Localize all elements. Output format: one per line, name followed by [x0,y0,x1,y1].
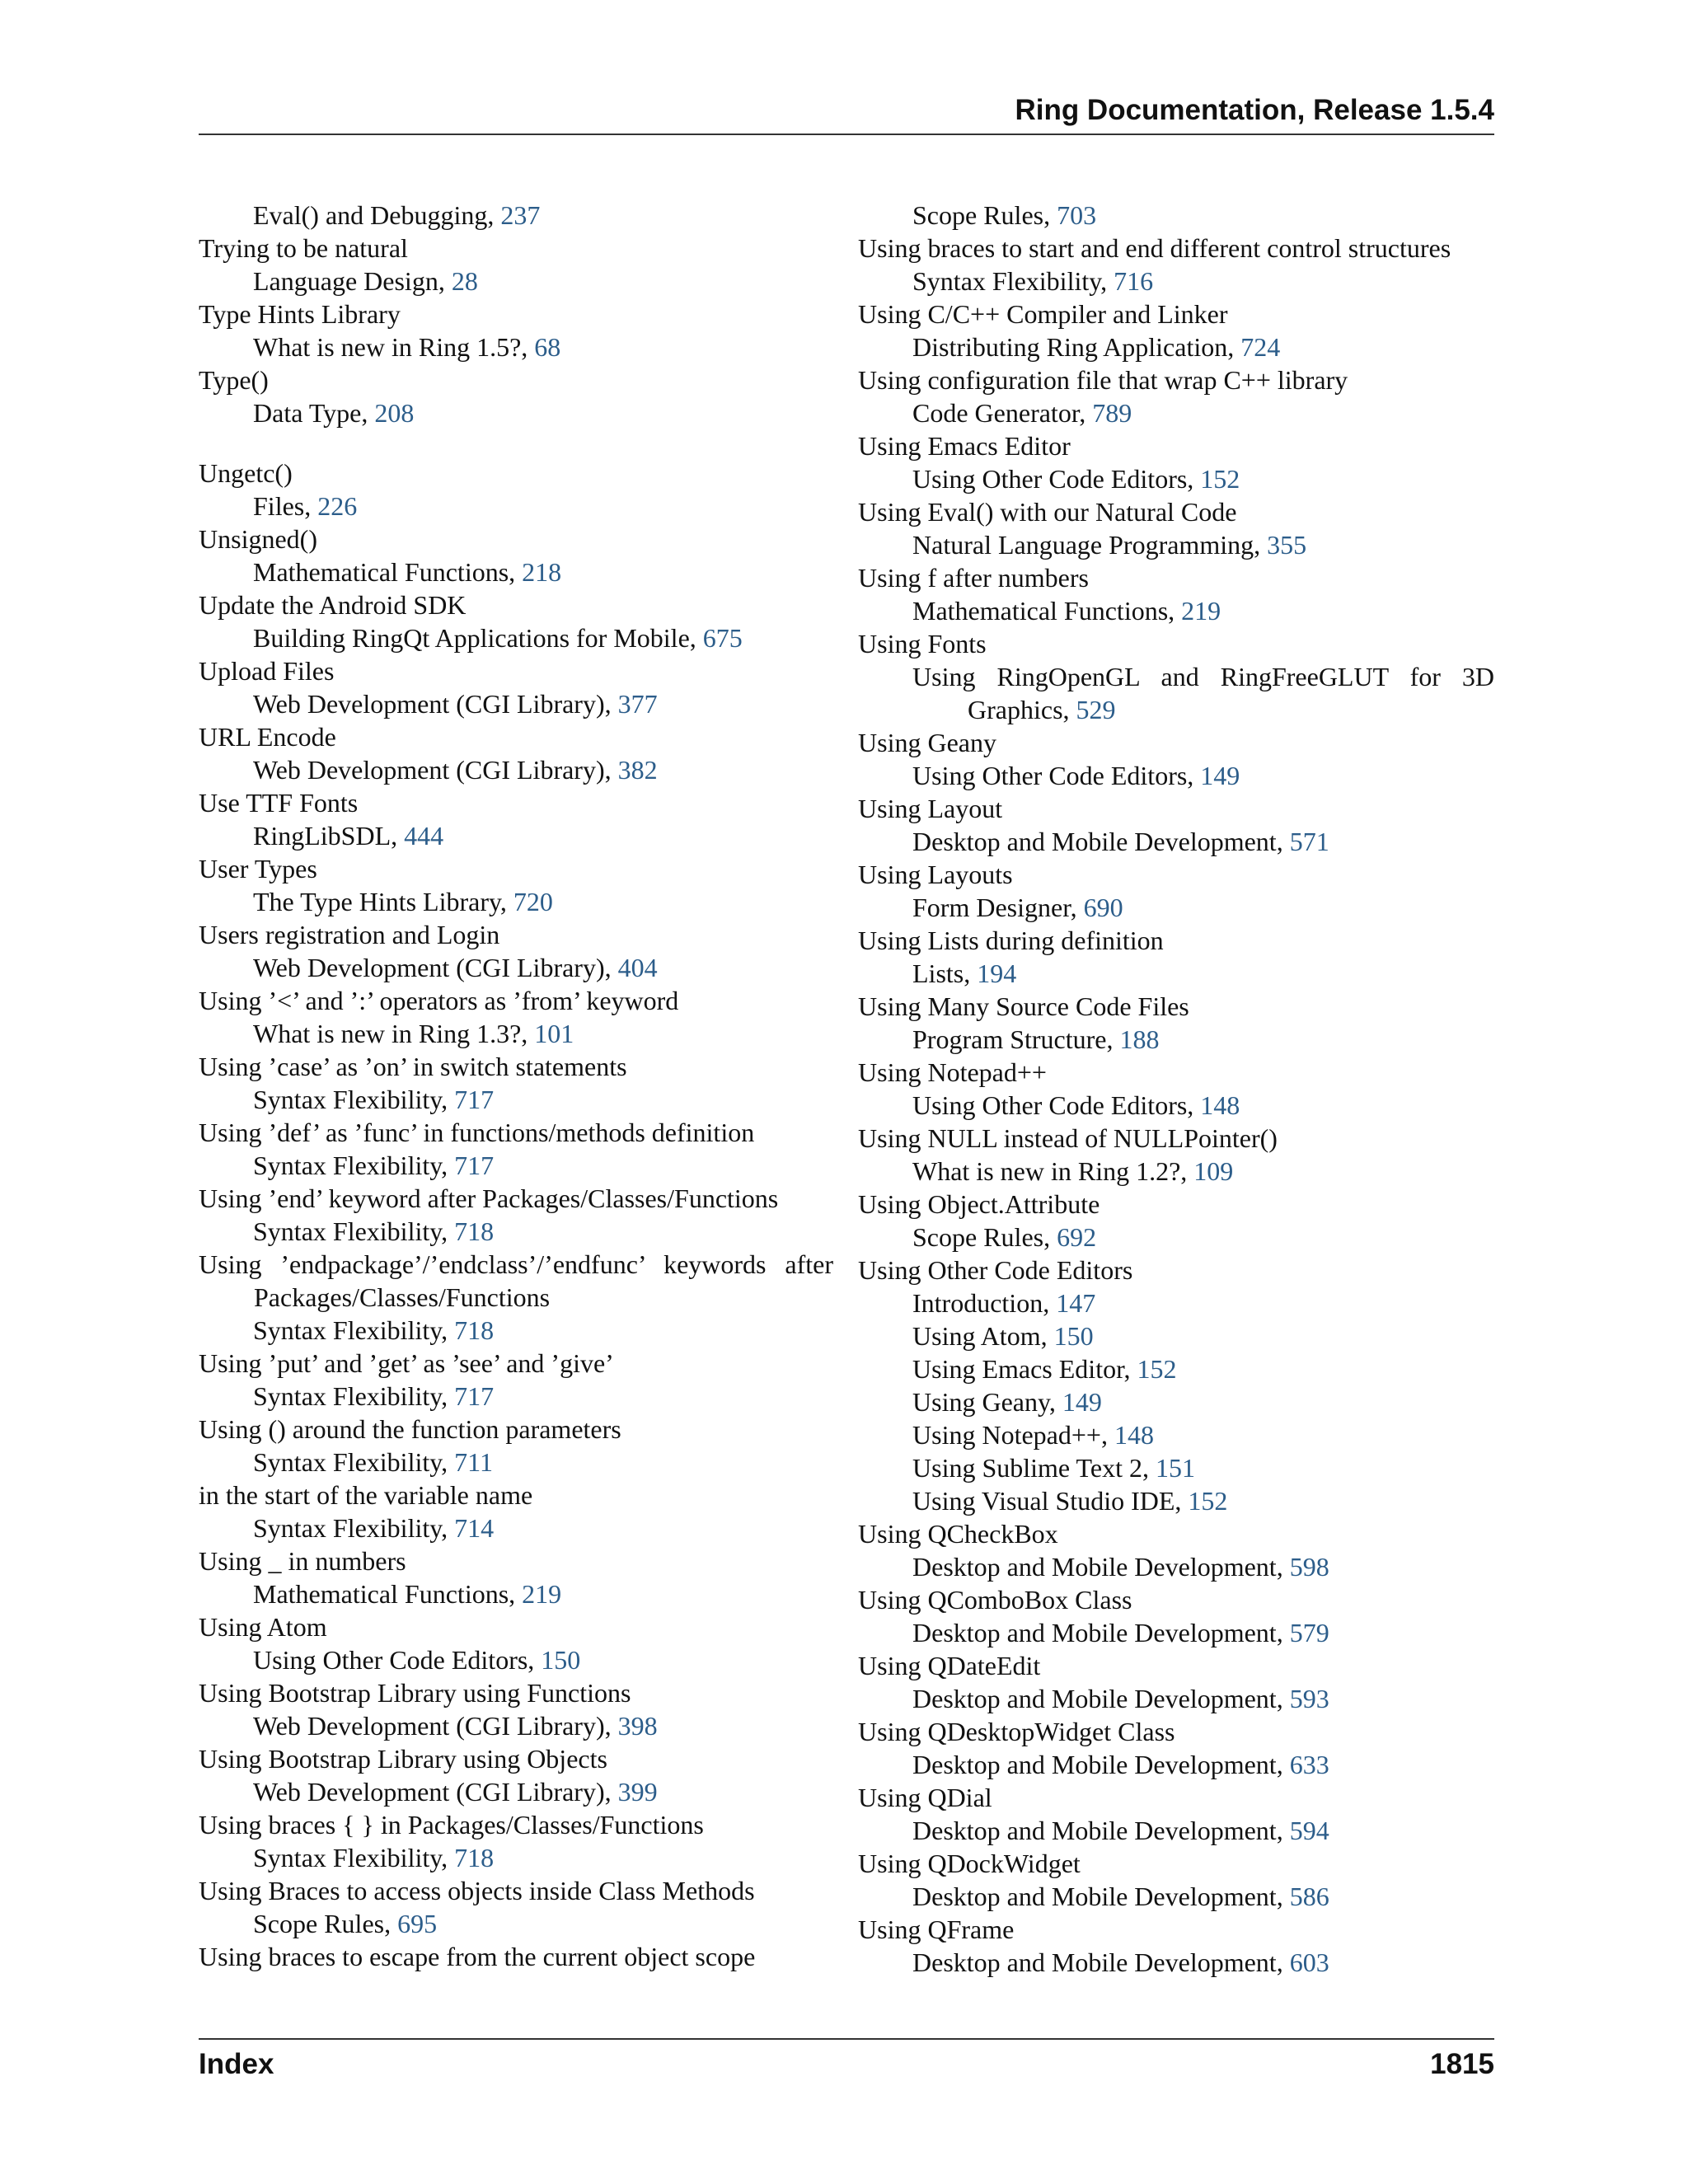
entry-text: Use TTF Fonts [199,788,359,818]
entry-text: Syntax Flexibility, [253,1216,455,1246]
page-link[interactable]: 579 [1289,1618,1329,1647]
index-subentry [858,265,1494,298]
entry-text: Mathematical Functions, [253,557,523,587]
index-subentry [858,1319,1494,1352]
page-link[interactable]: 355 [1267,530,1307,560]
page-link[interactable]: 675 [702,623,743,653]
entry-text: Using configuration file that wrap C++ library [858,365,1348,395]
entry-text: Using ’put’ and ’get’ as ’see’ and ’give’ [199,1348,614,1378]
page-link[interactable]: 109 [1193,1156,1234,1186]
entry-text: Using Many Source Code Files [858,991,1189,1021]
index-term [858,990,1494,1023]
page-link[interactable]: 149 [1062,1387,1102,1417]
index-subentry [858,1221,1494,1254]
index-term [858,298,1494,330]
entry-text: Using braces { } in Packages/Classes/Functions [199,1810,704,1840]
entry-text: Update the Android SDK [199,590,467,620]
index-subentry [199,1446,833,1479]
index-term [858,924,1494,957]
entry-text: Users registration and Login [199,920,500,949]
index-subentry [199,1380,833,1413]
index-subentry [199,1643,833,1676]
entry-text: Using RingOpenGL and RingFreeGLUT for 3D Graphics, [912,662,1494,724]
entry-text: Natural Language Programming, [912,530,1268,560]
index-term [858,1188,1494,1221]
page-link[interactable]: 194 [977,958,1017,988]
index-term [858,1715,1494,1748]
index-subentry [199,1083,833,1116]
entry-text: Using Geany, [912,1387,1062,1417]
index-term [199,457,833,490]
page-link[interactable]: 633 [1289,1750,1329,1779]
entry-text: Using Visual Studio IDE, [912,1486,1189,1516]
entry-text: Introduction, [912,1288,1057,1318]
page-link[interactable]: 101 [534,1019,574,1048]
page-link[interactable]: 718 [454,1216,495,1246]
index-term [858,561,1494,594]
entry-text: Desktop and Mobile Development, [912,1882,1290,1911]
index-subentry [199,1149,833,1182]
index-term [199,1413,833,1446]
index-term [199,654,833,687]
index-term [199,588,833,621]
index-term [199,720,833,753]
entry-text: Using braces to start and end different control structures [858,233,1451,263]
index-subentry [858,199,1494,232]
index-subentry [858,1616,1494,1649]
page-link[interactable]: 703 [1057,200,1097,230]
index-column-right [858,199,1494,1979]
page-link[interactable]: 226 [317,491,358,521]
page-link[interactable]: 718 [454,1843,495,1872]
page-link[interactable]: 398 [617,1711,658,1741]
entry-text: Using Other Code Editors [858,1255,1133,1285]
index-term [199,1479,833,1511]
index-term [199,523,833,555]
index-subentry [199,490,833,523]
index-subentry [858,528,1494,561]
entry-text: in the start of the variable name [199,1480,533,1510]
entry-text: Syntax Flexibility, [912,266,1114,296]
entry-text: Using ’def’ as ’func’ in functions/methods definition [199,1118,755,1147]
index-term [858,1781,1494,1814]
page-link[interactable]: 718 [454,1315,495,1345]
entry-text: Using ’endpackage’/’endclass’/’endfunc’ keywords after Packages/Classes/Functions [199,1249,833,1312]
page-link[interactable]: 150 [1053,1321,1094,1351]
entry-text: Eval() and Debugging, [253,200,501,230]
index-term [199,1940,833,1973]
page-link[interactable]: 717 [454,1381,495,1411]
page-link[interactable]: 571 [1289,827,1329,856]
page-link[interactable]: 695 [397,1909,438,1938]
entry-text: Trying to be natural [199,233,408,263]
page-link[interactable]: 188 [1119,1024,1160,1054]
entry-text: Upload Files [199,656,335,686]
index-subentry [858,1155,1494,1188]
index-term [199,232,833,265]
entry-text: Using f after numbers [858,563,1089,593]
entry-text: Type() [199,365,269,395]
page-link[interactable]: 151 [1155,1453,1195,1483]
page-link[interactable]: 603 [1289,1947,1329,1977]
index-subentry [858,1880,1494,1913]
index-subentry [858,1451,1494,1484]
index-subentry [858,1286,1494,1319]
index-subentry [199,1577,833,1610]
index-term [858,429,1494,462]
page-link[interactable]: 598 [1289,1552,1329,1582]
entry-text: Using Fonts [858,629,987,658]
index-subentry [858,1550,1494,1583]
index-subentry [199,1314,833,1347]
entry-text: Using Eval() with our Natural Code [858,497,1237,527]
page-link[interactable]: 28 [451,266,478,296]
page-link[interactable]: 208 [374,398,415,428]
index-term [858,1649,1494,1682]
entry-text: Using ’end’ keyword after Packages/Classes/Functions [199,1183,779,1213]
index-term [858,1254,1494,1286]
page-link[interactable]: 444 [404,821,444,851]
entry-text: Syntax Flexibility, [253,1513,455,1543]
entry-text: Desktop and Mobile Development, [912,1750,1290,1779]
entry-text: Using braces to escape from the current object scope [199,1942,756,1971]
entry-text: Using QDesktopWidget Class [858,1717,1175,1746]
index-subentry [858,1418,1494,1451]
entry-text: Desktop and Mobile Development, [912,1684,1290,1713]
entry-text: Using Layouts [858,860,1013,889]
index-subentry [199,199,833,232]
index-term [199,1808,833,1841]
entry-text: Using Layout [858,794,1003,823]
entry-text: Using Notepad++ [858,1057,1047,1087]
footer-section: Index [199,2048,274,2080]
entry-text: Using C/C++ Compiler and Linker [858,299,1228,329]
index-subentry [858,330,1494,363]
index-subentry [858,1385,1494,1418]
index-term [199,1182,833,1215]
entry-text: Using Atom, [912,1321,1054,1351]
entry-text: User Types [199,854,317,883]
entry-text: Lists, [912,958,978,988]
header-title: Ring Documentation, Release 1.5.4 [1015,94,1494,126]
entry-text: Form Designer, [912,893,1084,922]
page-header [199,92,1494,135]
entry-text: Desktop and Mobile Development, [912,1552,1290,1582]
page-link[interactable]: 399 [617,1777,658,1807]
page-link[interactable]: 148 [1200,1090,1240,1120]
entry-text: Using Geany [858,728,996,757]
index-subentry [858,396,1494,429]
index-term [858,232,1494,265]
entry-text: Mathematical Functions, [912,596,1182,626]
entry-text: Using ’case’ as ’on’ in switch statements [199,1052,627,1081]
page-link[interactable]: 147 [1056,1288,1096,1318]
page-number: 1815 [1430,2048,1494,2080]
index-subentry [858,594,1494,627]
index-term [199,1742,833,1775]
index-subentry [199,1709,833,1742]
page-link[interactable]: 586 [1289,1882,1329,1911]
entry-text: Desktop and Mobile Development, [912,1947,1290,1977]
page-link[interactable]: 68 [534,332,561,362]
index-subentry [199,1511,833,1544]
index-subentry [858,660,1494,726]
index-subentry [199,819,833,852]
entry-text: Mathematical Functions, [253,1579,523,1609]
entry-text: Web Development (CGI Library), [253,689,618,719]
page-link[interactable]: 148 [1114,1420,1154,1450]
index-term [858,627,1494,660]
index-subentry [199,1775,833,1808]
entry-text: What is new in Ring 1.2?, [912,1156,1194,1186]
entry-text: What is new in Ring 1.5?, [253,332,535,362]
index-subentry [858,1352,1494,1385]
entry-text: Scope Rules, [912,1222,1057,1252]
entry-text: Using Other Code Editors, [253,1645,542,1675]
index-subentry [858,1946,1494,1979]
entry-text: Using () around the function parameters [199,1414,621,1444]
entry-text: The Type Hints Library, [253,887,513,916]
entry-text: Using Bootstrap Library using Functions [199,1678,631,1708]
index-term [858,1583,1494,1616]
page-link[interactable]: 593 [1289,1684,1329,1713]
entry-text: Using Object.Attribute [858,1189,1100,1219]
index-subentry [858,1023,1494,1056]
page-link[interactable]: 152 [1200,464,1240,494]
index-subentry [199,687,833,720]
entry-text: Using QFrame [858,1915,1015,1944]
index-term [199,298,833,330]
index-term [858,792,1494,825]
letter-group-gap [199,429,833,457]
index-subentry [199,330,833,363]
index-term [199,918,833,951]
entry-text: Syntax Flexibility, [253,1843,455,1872]
entry-text: Syntax Flexibility, [253,1447,455,1477]
entry-text: Using QDateEdit [858,1651,1041,1680]
entry-text: What is new in Ring 1.3?, [253,1019,535,1048]
entry-text: Ungetc() [199,458,293,488]
entry-text: Desktop and Mobile Development, [912,1618,1290,1647]
page-footer [199,2038,1494,2084]
index-subentry [199,265,833,298]
index-term [199,1610,833,1643]
index-term [858,726,1494,759]
entry-text: Using Bootstrap Library using Objects [199,1744,607,1774]
index-subentry [199,1215,833,1248]
page-link[interactable]: 692 [1057,1222,1097,1252]
index-subentry [858,1814,1494,1847]
entry-text: Using QDockWidget [858,1849,1081,1878]
entry-text: Desktop and Mobile Development, [912,827,1290,856]
index-term [858,1517,1494,1550]
page-link[interactable]: 219 [522,1579,562,1609]
entry-text: Type Hints Library [199,299,401,329]
index-subentry [858,1484,1494,1517]
page-link[interactable]: 529 [1076,695,1116,724]
entry-text: Using NULL instead of NULLPointer() [858,1123,1278,1153]
entry-text: Using Sublime Text 2, [912,1453,1156,1483]
index-term [199,984,833,1017]
page-link[interactable]: 720 [513,887,553,916]
entry-text: Unsigned() [199,524,317,554]
index-subentry [199,555,833,588]
entry-text: Using Other Code Editors, [912,1090,1201,1120]
entry-text: Scope Rules, [253,1909,398,1938]
index-term [199,1116,833,1149]
entry-text: Syntax Flexibility, [253,1315,455,1345]
index-subentry [858,957,1494,990]
page-link[interactable]: 377 [617,689,658,719]
index-column-left [199,199,833,1973]
entry-text: Using ’<’ and ’:’ operators as ’from’ keyword [199,986,679,1015]
entry-text: Using Atom [199,1612,327,1642]
entry-text: Syntax Flexibility, [253,1381,455,1411]
entry-text: Using Other Code Editors, [912,464,1201,494]
entry-text: Desktop and Mobile Development, [912,1816,1290,1845]
index-term [199,1248,833,1314]
index-term [199,1676,833,1709]
page-link[interactable]: 717 [454,1151,495,1180]
page-link[interactable]: 789 [1092,398,1132,428]
page-link[interactable]: 714 [454,1513,495,1543]
index-subentry [199,621,833,654]
index-term [199,852,833,885]
entry-text: Web Development (CGI Library), [253,1777,618,1807]
page-link[interactable]: 219 [1181,596,1221,626]
entry-text: Syntax Flexibility, [253,1151,455,1180]
entry-text: URL Encode [199,722,336,752]
entry-text: Using QCheckBox [858,1519,1058,1549]
page-link[interactable]: 237 [500,200,541,230]
index-term [858,1056,1494,1089]
index-subentry [199,396,833,429]
entry-text: Using QComboBox Class [858,1585,1132,1615]
entry-text: Using Notepad++, [912,1420,1114,1450]
entry-text: Program Structure, [912,1024,1120,1054]
page-link[interactable]: 152 [1188,1486,1228,1516]
index-term [199,1347,833,1380]
page-link[interactable]: 149 [1200,761,1240,790]
page-link[interactable]: 594 [1289,1816,1329,1845]
entry-text: Files, [253,491,318,521]
index-term [199,1874,833,1907]
index-term [199,1050,833,1083]
entry-text: Syntax Flexibility, [253,1085,455,1114]
entry-text: Data Type, [253,398,375,428]
index-term [858,858,1494,891]
index-term [858,363,1494,396]
entry-text: Code Generator, [912,398,1093,428]
page-link[interactable]: 717 [454,1085,495,1114]
entry-text: Using Other Code Editors, [912,761,1201,790]
index-subentry [858,1748,1494,1781]
index-term [199,786,833,819]
index-subentry [199,1017,833,1050]
page-link[interactable]: 724 [1240,332,1281,362]
index-term [858,1122,1494,1155]
entry-text: Using Lists during definition [858,926,1164,955]
page-link[interactable]: 150 [541,1645,581,1675]
index-term [199,363,833,396]
index-term [858,495,1494,528]
entry-text: Using Braces to access objects inside Class Methods [199,1876,755,1905]
index-subentry [858,462,1494,495]
entry-text: Using QDial [858,1783,992,1812]
index-subentry [199,885,833,918]
entry-text: RingLibSDL, [253,821,405,851]
page-link[interactable]: 716 [1114,266,1154,296]
index-subentry [199,1907,833,1940]
entry-text: Scope Rules, [912,200,1057,230]
index-subentry [858,1089,1494,1122]
entry-text: Distributing Ring Application, [912,332,1241,362]
entry-text: Language Design, [253,266,452,296]
page-link[interactable]: 152 [1137,1354,1177,1384]
index-subentry [858,759,1494,792]
entry-text: Building RingQt Applications for Mobile, [253,623,703,653]
index-subentry [858,891,1494,924]
entry-text: Using _ in numbers [199,1546,406,1576]
index-term [199,1544,833,1577]
page-link[interactable]: 218 [522,557,562,587]
index-term [858,1847,1494,1880]
entry-text: Using Emacs Editor, [912,1354,1137,1384]
entry-text: Using Emacs Editor [858,431,1071,461]
index-subentry [199,951,833,984]
index-subentry [858,825,1494,858]
page-link[interactable]: 711 [454,1447,493,1477]
index-subentry [199,753,833,786]
page-link[interactable]: 690 [1083,893,1123,922]
index-subentry [858,1682,1494,1715]
entry-text: Web Development (CGI Library), [253,953,618,982]
page-link[interactable]: 382 [617,755,658,785]
index-term [858,1913,1494,1946]
entry-text: Web Development (CGI Library), [253,755,618,785]
page-link[interactable]: 404 [617,953,658,982]
index-subentry [199,1841,833,1874]
entry-text: Web Development (CGI Library), [253,1711,618,1741]
